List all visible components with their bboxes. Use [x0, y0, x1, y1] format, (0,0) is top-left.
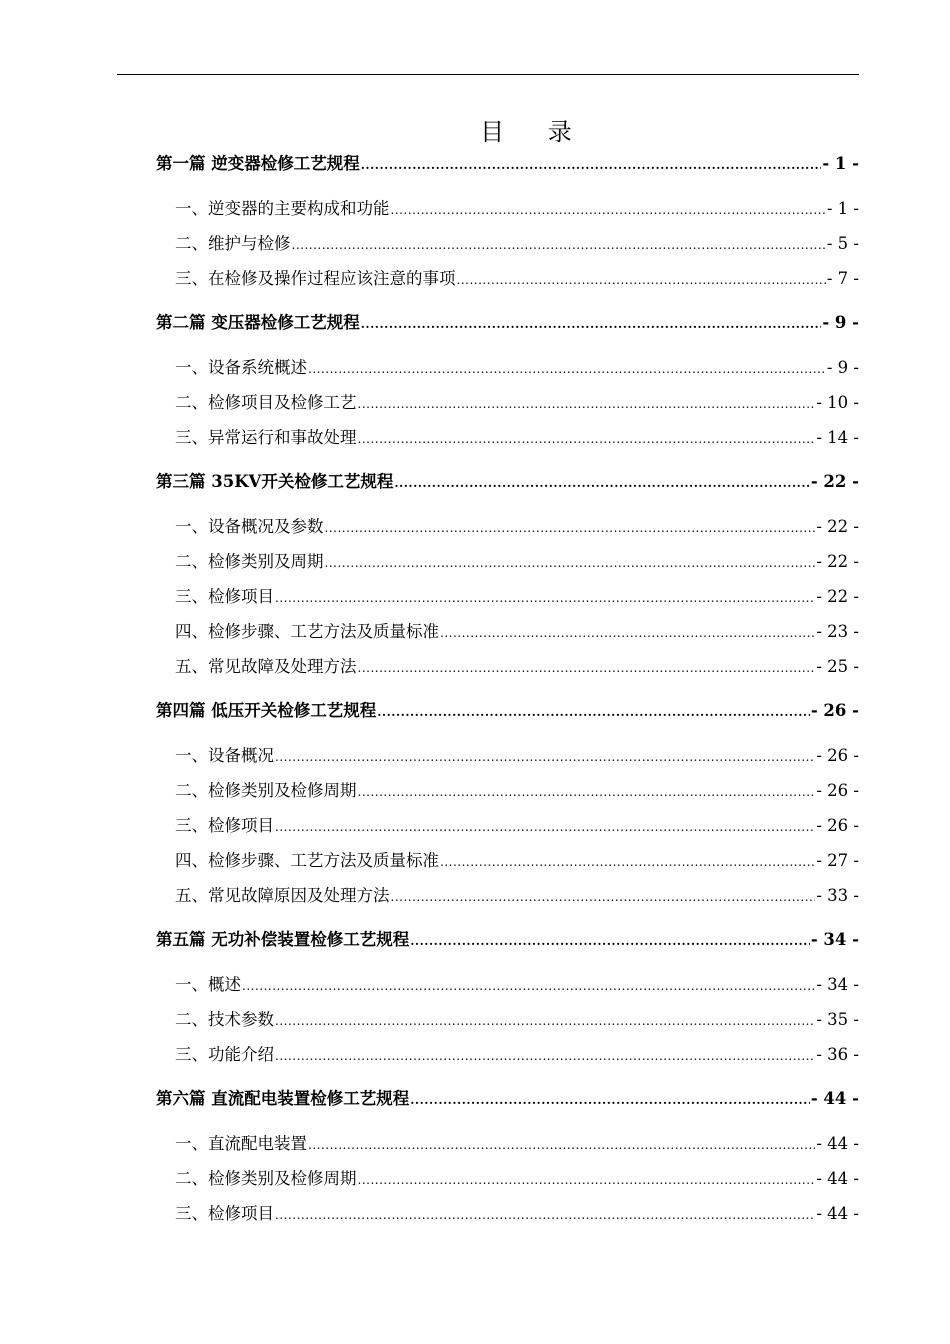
toc-section[interactable]: [175, 1009, 859, 1031]
toc-page-number: - 1 -: [826, 199, 859, 218]
dot-leader: [457, 269, 826, 290]
dot-leader: [325, 517, 816, 538]
dot-leader: [292, 234, 826, 255]
toc-part-label: 第二篇 变压器检修工艺规程: [156, 313, 360, 332]
dot-leader: [308, 1134, 815, 1155]
toc-page-number: - 44 -: [816, 1134, 859, 1153]
toc-section[interactable]: [175, 656, 859, 678]
toc-section-label: 三、检修项目: [175, 1204, 274, 1223]
dot-leader: [440, 622, 815, 643]
toc-section-label: 三、异常运行和事故处理: [175, 428, 357, 447]
dot-leader: [325, 552, 816, 573]
dot-leader: [391, 199, 826, 220]
toc-part-label: 第四篇 低压开关检修工艺规程: [156, 701, 377, 720]
toc-page-number: - 34 -: [810, 930, 859, 949]
toc-section-label: 五、常见故障及处理方法: [175, 657, 357, 676]
toc-section[interactable]: [175, 1044, 859, 1066]
dot-leader: [358, 1169, 816, 1190]
dot-leader: [358, 428, 816, 449]
toc-section[interactable]: [175, 551, 859, 573]
dot-leader: [410, 930, 810, 951]
toc-page-number: - 26 -: [816, 816, 859, 835]
toc-part-label: 第一篇 逆变器检修工艺规程: [156, 154, 360, 173]
toc-section-label: 三、检修项目: [175, 816, 274, 835]
toc-section[interactable]: [175, 357, 859, 379]
toc-page-number: - 26 -: [810, 701, 859, 720]
toc-section[interactable]: [175, 1133, 859, 1155]
dot-leader: [391, 886, 816, 907]
dot-leader: [440, 851, 815, 872]
toc-page-number: - 44 -: [810, 1089, 859, 1108]
toc-section-label: 二、检修类别及检修周期: [175, 781, 357, 800]
toc-page-number: - 22 -: [816, 587, 859, 606]
toc-page-number: - 36 -: [816, 1045, 859, 1064]
toc-section-label: 二、检修项目及检修工艺: [175, 393, 357, 412]
toc-section[interactable]: [175, 815, 859, 837]
dot-leader: [361, 313, 822, 334]
toc-page-number: - 35 -: [816, 1010, 859, 1029]
toc-section-label: 一、设备系统概述: [175, 358, 307, 377]
toc-page-number: - 14 -: [816, 428, 859, 447]
toc-section-label: 一、逆变器的主要构成和功能: [175, 199, 390, 218]
toc-section[interactable]: [175, 780, 859, 802]
toc-section-label: 三、在检修及操作过程应该注意的事项: [175, 269, 456, 288]
toc-section[interactable]: [175, 1203, 859, 1225]
dot-leader: [358, 781, 816, 802]
toc-part-2[interactable]: [156, 312, 859, 334]
toc-page-number: - 9 -: [822, 313, 859, 332]
toc-page-number: - 10 -: [816, 393, 859, 412]
toc-part-label: 第六篇 直流配电装置检修工艺规程: [156, 1089, 410, 1108]
toc-section-label: 四、检修步骤、工艺方法及质量标准: [175, 851, 439, 870]
toc-section-label: 二、检修类别及检修周期: [175, 1169, 357, 1188]
toc-section-label: 一、直流配电装置: [175, 1134, 307, 1153]
dot-leader: [358, 657, 816, 678]
toc-page-number: - 22 -: [816, 552, 859, 571]
toc-page-number: - 7 -: [826, 269, 859, 288]
dot-leader: [275, 587, 815, 608]
toc-section-label: 一、设备概况及参数: [175, 517, 324, 536]
toc-section-label: 二、维护与检修: [175, 234, 291, 253]
toc-section[interactable]: [175, 198, 859, 220]
toc-section[interactable]: [175, 427, 859, 449]
dot-leader: [275, 1204, 815, 1225]
toc-section[interactable]: [175, 974, 859, 996]
toc-page-number: - 1 -: [822, 154, 859, 173]
toc-section-label: 五、常见故障原因及处理方法: [175, 886, 390, 905]
toc-page-number: - 5 -: [826, 234, 859, 253]
toc-section[interactable]: [175, 233, 859, 255]
toc-page-number: - 44 -: [816, 1204, 859, 1223]
dot-leader: [275, 1010, 815, 1031]
toc-section[interactable]: [175, 268, 859, 290]
toc-part-label: 第五篇 无功补偿装置检修工艺规程: [156, 930, 410, 949]
toc-page-number: - 27 -: [816, 851, 859, 870]
toc-page-number: - 33 -: [816, 886, 859, 905]
dot-leader: [242, 975, 815, 996]
toc-section[interactable]: [175, 1168, 859, 1190]
toc-page-number: - 26 -: [816, 746, 859, 765]
toc-section-label: 三、检修项目: [175, 587, 274, 606]
toc-part-6[interactable]: [156, 1088, 859, 1110]
toc-section-label: 一、概述: [175, 975, 241, 994]
dot-leader: [308, 358, 826, 379]
toc-section-label: 一、设备概况: [175, 746, 274, 765]
toc-section[interactable]: [175, 850, 859, 872]
toc-section-label: 二、技术参数: [175, 1010, 274, 1029]
toc-section[interactable]: [175, 516, 859, 538]
header-rule: [117, 74, 859, 75]
toc-page-number: - 26 -: [816, 781, 859, 800]
toc-part-4[interactable]: [156, 700, 859, 722]
toc-page-number: - 22 -: [810, 472, 859, 491]
toc-page-number: - 23 -: [816, 622, 859, 641]
toc-part-3[interactable]: [156, 471, 859, 493]
toc-part-label: 第三篇 35KV开关检修工艺规程: [156, 472, 394, 491]
toc-section[interactable]: [175, 745, 859, 767]
dot-leader: [275, 1045, 815, 1066]
toc-section[interactable]: [175, 885, 859, 907]
toc-section[interactable]: [175, 392, 859, 414]
toc-section[interactable]: [175, 586, 859, 608]
toc-page-number: - 34 -: [816, 975, 859, 994]
toc-section-label: 二、检修类别及周期: [175, 552, 324, 571]
toc-page-number: - 9 -: [826, 358, 859, 377]
toc-section-label: 四、检修步骤、工艺方法及质量标准: [175, 622, 439, 641]
dot-leader: [275, 816, 815, 837]
dot-leader: [410, 1089, 810, 1110]
dot-leader: [275, 746, 815, 767]
toc-page-number: - 22 -: [816, 517, 859, 536]
dot-leader: [394, 472, 809, 493]
toc-part-5[interactable]: [156, 929, 859, 951]
toc-section-label: 三、功能介绍: [175, 1045, 274, 1064]
dot-leader: [361, 154, 822, 175]
dot-leader: [377, 701, 810, 722]
toc-part-1[interactable]: [156, 153, 859, 175]
toc-title: 目 录: [480, 118, 590, 146]
toc-page-number: - 25 -: [816, 657, 859, 676]
dot-leader: [358, 393, 816, 414]
toc-section[interactable]: [175, 621, 859, 643]
toc-page-number: - 44 -: [816, 1169, 859, 1188]
